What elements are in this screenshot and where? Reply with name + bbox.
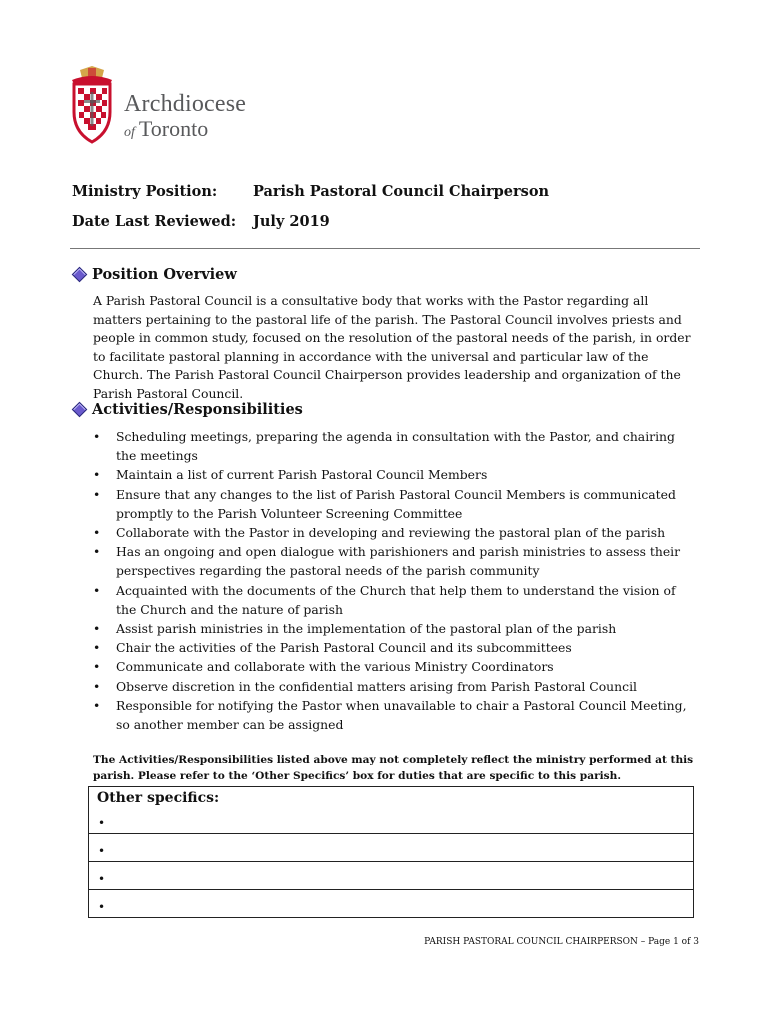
other-specifics-row xyxy=(89,787,693,833)
ministry-position-label: Ministry Position: xyxy=(72,183,218,200)
list-item: • Ensure that any changes to the list of Parish Pastoral Council Members is communicated promptly to the Parish Volunteer Screening Committee xyxy=(93,485,693,523)
list-item: • Responsible for notifying the Pastor when unavailable to chair a Pastoral Council Meeting, so another member can be assigned xyxy=(93,696,693,734)
other-specifics-bullet: • xyxy=(98,816,106,830)
other-specifics-title: Other specifics: xyxy=(97,790,220,806)
other-specifics-row xyxy=(89,861,693,889)
diamond-bullet-icon xyxy=(72,402,88,418)
activities-list xyxy=(93,427,693,734)
page-footer: PARISH PASTORAL COUNCIL CHAIRPERSON – Page 1 of 3 xyxy=(424,937,699,947)
ministry-position-value: Parish Pastoral Council Chairperson xyxy=(253,183,550,200)
other-specifics-row xyxy=(89,889,693,917)
logo-line-archdiocese: Archdiocese xyxy=(124,91,247,117)
date-reviewed-label: Date Last Reviewed: xyxy=(72,213,237,230)
position-overview-text: A Parish Pastoral Council is a consultative body that works with the Pastor regarding all matters pertaining to the pastoral life of the parish. The Pastoral Council involves priests and people in common study, focused on the resolution of the pastoral needs of the parish, in order to facilitate pastoral planning in accordance with the universal and particular law of the Church. The Parish Pastoral Council Chairperson provides leadership and organization of the Parish Pastoral Council. xyxy=(93,293,691,401)
list-item: • Assist parish ministries in the implementation of the pastoral plan of the parish xyxy=(93,619,693,638)
other-specifics-box xyxy=(88,786,694,918)
other-specifics-bullet: • xyxy=(98,844,106,858)
list-item: • Communicate and collaborate with the various Ministry Coordinators xyxy=(93,657,693,676)
position-overview-title: Position Overview xyxy=(92,266,237,283)
list-item: • Collaborate with the Pastor in developing and reviewing the pastoral plan of the parish xyxy=(93,523,693,542)
list-item: • Chair the activities of the Parish Pastoral Council and its subcommittees xyxy=(93,638,693,657)
header-divider xyxy=(70,248,700,249)
activities-heading xyxy=(74,401,303,418)
logo-wordmark xyxy=(124,92,246,140)
other-specifics-bullet: • xyxy=(98,872,106,886)
diamond-bullet-icon xyxy=(72,267,88,283)
logo-line-toronto xyxy=(124,118,246,140)
other-specifics-row xyxy=(89,833,693,861)
date-reviewed-value: July 2019 xyxy=(253,213,330,230)
list-item: • Scheduling meetings, preparing the agenda in consultation with the Pastor, and chairing the meetings xyxy=(93,427,693,465)
list-item: • Acquainted with the documents of the Church that help them to understand the vision of the Church and the nature of parish xyxy=(93,581,693,619)
position-overview-heading xyxy=(74,266,237,283)
list-item: • Maintain a list of current Parish Pastoral Council Members xyxy=(93,465,693,484)
logo-city: Toronto xyxy=(138,116,209,141)
logo-of: of xyxy=(124,125,135,140)
list-item: • Has an ongoing and open dialogue with parishioners and parish ministries to assess their perspectives regarding the pastoral needs of the parish community xyxy=(93,542,693,580)
archdiocese-logo xyxy=(66,66,266,146)
coat-of-arms-icon xyxy=(66,66,118,144)
other-specifics-bullet: • xyxy=(98,900,106,914)
list-item: • Observe discretion in the confidential matters arising from Parish Pastoral Council xyxy=(93,677,693,696)
activities-title: Activities/Responsibilities xyxy=(92,401,303,418)
disclaimer-note: The Activities/Responsibilities listed above may not completely reflect the ministry performed at this parish. Please refer to the ‘Other Specifics’ box for duties that are specific to this parish. xyxy=(93,754,694,782)
